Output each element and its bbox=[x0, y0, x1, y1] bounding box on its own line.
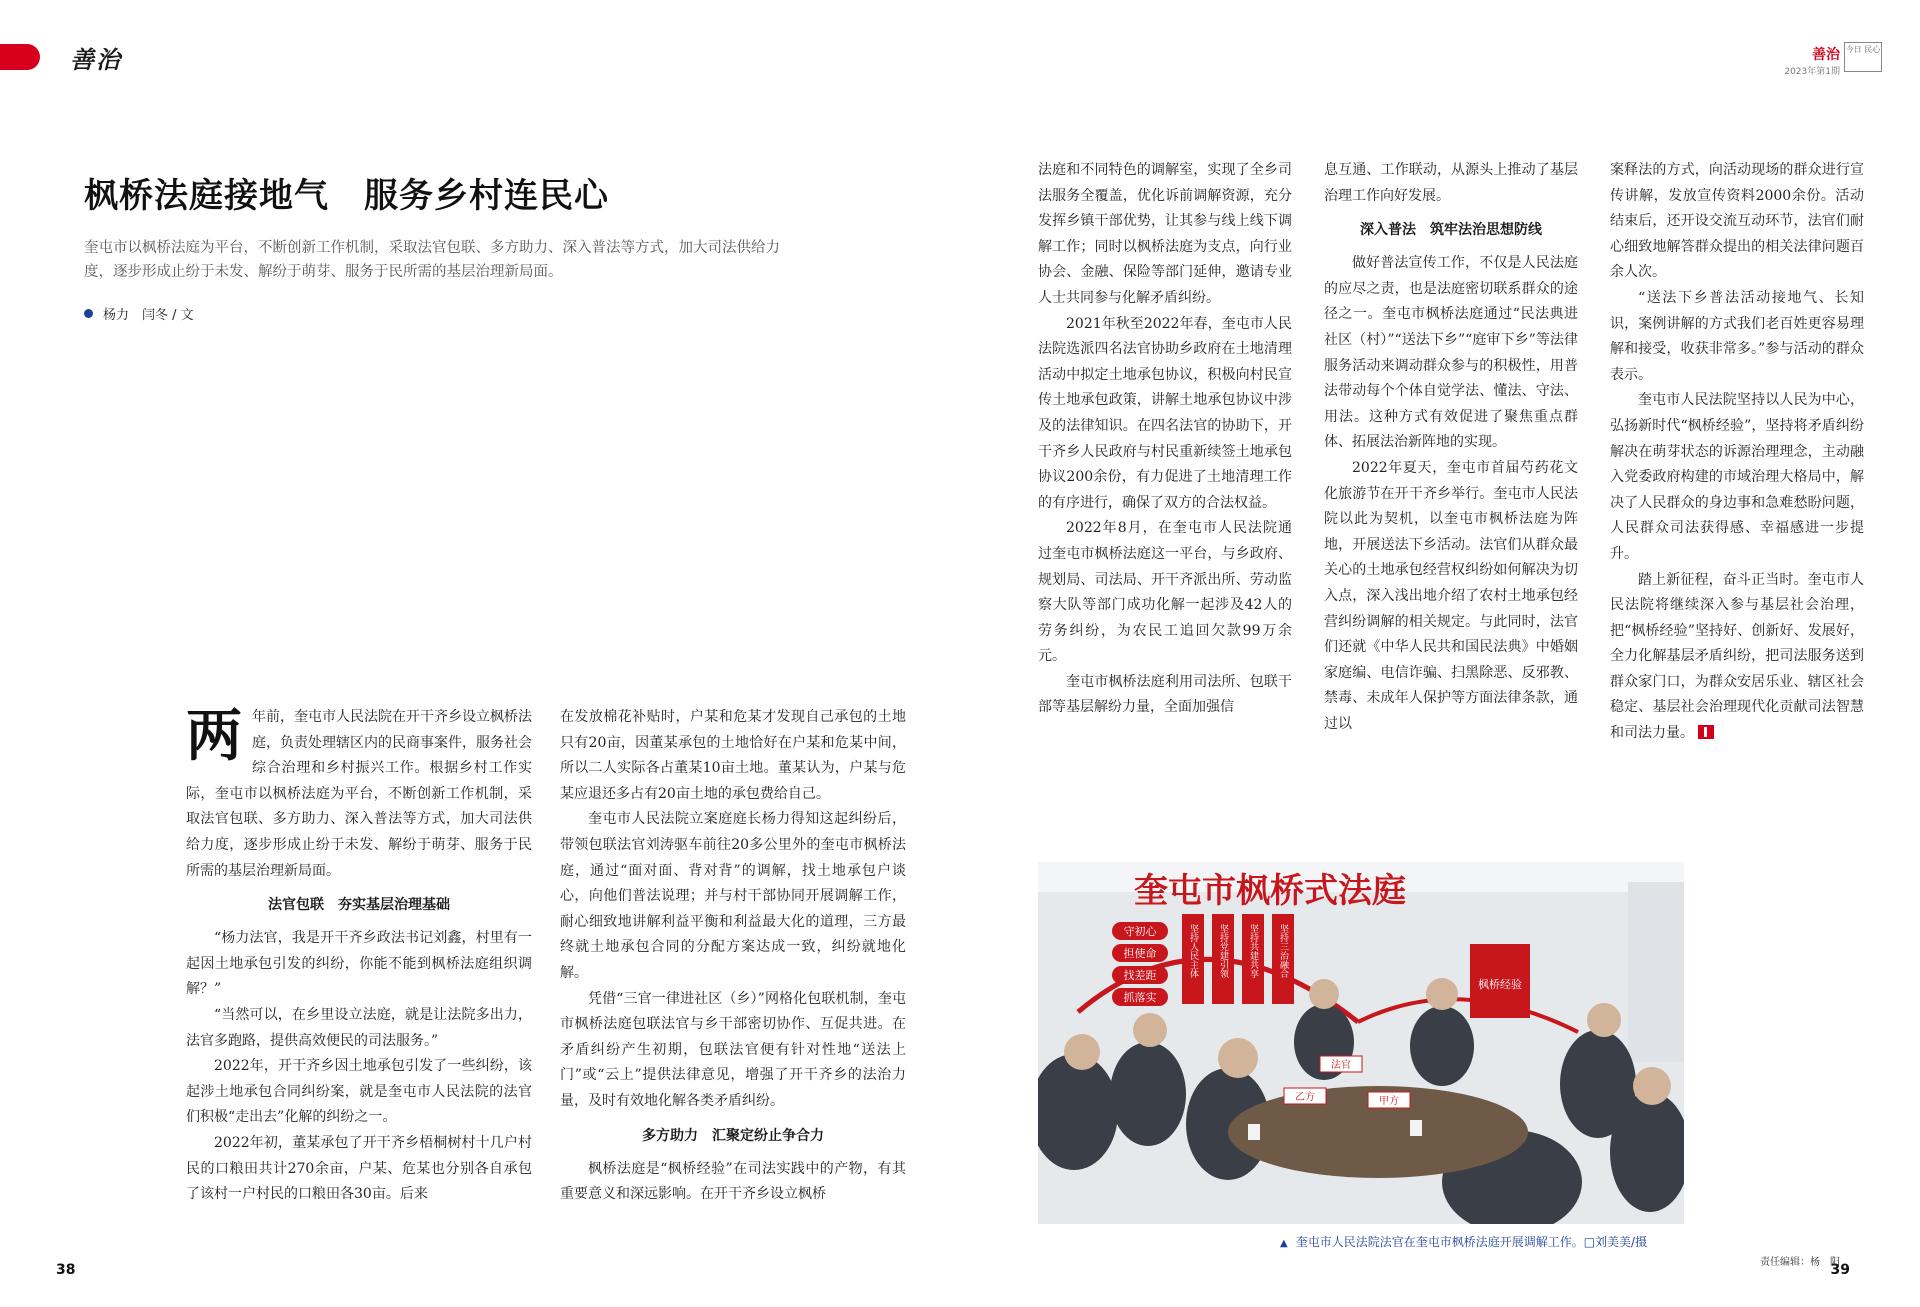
column-3 bbox=[1038, 158, 1292, 721]
paragraph: 枫桥法庭是“枫桥经验”在司法实践中的产物，有其重要意义和深远影响。在开干齐乡设立枫桥 bbox=[560, 1160, 906, 1203]
paragraph: “当然可以，在乡里设立法庭，就是让法院多出力，法官多跑路，提供高效便民的司法服务。” bbox=[186, 1006, 532, 1049]
column-1 bbox=[186, 705, 532, 1208]
paragraph: 2022年夏天，奎屯市首届芍药花文化旅游节在开干齐乡举行。奎屯市人民法院以此为契机，以奎屯市枫桥法庭为阵地，开展送法下乡活动。法官们从群众最关心的土地承包经营权纠纷如何解决为切入点，深入浅出地介绍了农村土地承包经营纠纷调解的相关规定。与此同时，法官们还就《中华人民共和国民法典》中婚姻家庭编、电信诈骗、扫黑除恶、反邪教、禁毒、未成年人保护等方面法律条款，通过以 bbox=[1324, 459, 1578, 732]
paragraph: “送法下乡普法活动接地气、长知识，案例讲解的方式我们老百姓更容易理解和接受，收获非常多。”参与活动的群众表示。 bbox=[1610, 289, 1864, 383]
wall-title: 奎屯市枫桥式法庭 bbox=[1134, 871, 1406, 911]
paragraph: 2022年8月，在奎屯市人民法院通过奎屯市枫桥法庭这一平台，与乡政府、规划局、司法局、开干齐派出所、劳动监察大队等部门成功化解一起涉及42人的劳务纠纷，为农民工追回欠款99万余元。 bbox=[1038, 520, 1292, 665]
paragraph: 2022年，开干齐乡因土地承包引发了一些纠纷，该起涉土地承包合同纠纷案，就是奎屯市人民法院的法官们积极“走出去”化解的纠纷之一。 bbox=[186, 1058, 532, 1126]
magazine-name: 善治 bbox=[1812, 47, 1840, 63]
paragraph: 奎屯市人民法院立案庭庭长杨力得知这起纠纷后，带领包联法官刘涛驱车前往20多公里外的奎屯市枫桥法庭，通过“面对面、背对背”的调解，找土地承包户谈心，向他们普法说理；并与村干部协同开展调解工作，耐心细致地讲解利益平衡和利益最大化的道理，三方最终就土地承包合同的分配方案达成一致，纠纷就地化解。 bbox=[560, 811, 906, 981]
paragraph: 凭借“三官一律进社区（乡）”网格化包联机制，奎屯市枫桥法庭包联法官与乡干部密切协作、互促共进。在矛盾纠纷产生初期，包联法官便有针对性地“送法上门”或“云上”提供法律意见，增强了开干齐乡的法治力量，及时有效地化解各类矛盾纠纷。 bbox=[560, 990, 906, 1109]
paragraph: 奎屯市人民法院坚持以人民为中心，弘扬新时代“枫桥经验”，坚持将矛盾纠纷解决在萌芽状态的诉源治理理念，主动融入党委政府构建的市域治理大格局中，解决了人民群众的身边事和急难愁盼问题，人民群众司法获得感、幸福感进一步提升。 bbox=[1610, 392, 1864, 562]
svg-text:坚持党建引领: 坚持党建引领 bbox=[1218, 924, 1228, 978]
paragraph: 息互通、工作联动，从源头上推动了基层治理工作向好发展。 bbox=[1324, 162, 1578, 204]
sign-party-b: 乙方 bbox=[1295, 1092, 1315, 1103]
svg-text:找差距: 找差距 bbox=[1123, 969, 1157, 982]
page-number-right: 39 bbox=[1830, 1262, 1850, 1278]
photo-caption: ▲ 奎屯市人民法院法官在奎屯市枫桥法庭开展调解工作。□刘美美/摄 bbox=[1280, 1235, 1648, 1249]
opening-paragraph: 两年前，奎屯市人民法院在开干齐乡设立枫桥法庭，负责处理辖区内的民商事案件，服务社会综合治理和乡村振兴工作。根据乡村工作实际，奎屯市以枫桥法庭为平台，不断创新工作机制，采取法官包联、多方助力、深入普法等方式，加大司法供给力度，逐步形成止纷于未发、解纷于萌芽、服务于民所需的基层治理新局面。 bbox=[186, 704, 532, 879]
paragraph: 2021年秋至2022年春，奎屯市人民法院选派四名法官协助乡政府在土地清理活动中拟定土地承包协议，积极向村民宣传土地承包政策，讲解土地承包协议中涉及的法律知识。在四名法官的协助下，开干齐乡人民政府与村民重新续签土地承包协议200余份，有力促进了土地清理工作的有序进行，确保了双方的合法权益。 bbox=[1038, 315, 1292, 511]
svg-text:守初心: 守初心 bbox=[1123, 925, 1157, 938]
section-logo: 善治 bbox=[70, 45, 122, 74]
sign-judge: 法官 bbox=[1331, 1060, 1351, 1071]
mediation-photo bbox=[1038, 862, 1684, 1224]
paragraph: 2022年初，董某承包了开干齐乡梧桐树村十几户村民的口粮田共计270余亩，户某、危某也分别各自承包了该村一户村民的口粮田各30亩。后来 bbox=[186, 1134, 532, 1203]
svg-text:坚持三治融合: 坚持三治融合 bbox=[1278, 924, 1288, 978]
editor-credit: 责任编辑：杨 阳 bbox=[1760, 1257, 1840, 1268]
article-title: 枫桥法庭接地气 服务乡村连民心 bbox=[84, 176, 609, 216]
subheading-3: 深入普法 筑牢法治思想防线 bbox=[1360, 222, 1542, 239]
paragraph: 奎屯市枫桥法庭利用司法所、包联干部等基层解纷力量，全面加强信 bbox=[1038, 673, 1292, 716]
svg-text:抓落实: 抓落实 bbox=[1123, 991, 1157, 1004]
caption-triangle-icon: ▲ bbox=[1280, 1238, 1288, 1249]
svg-text:坚持共建共享: 坚持共建共享 bbox=[1248, 924, 1258, 978]
poster-text: 枫桥经验 bbox=[1478, 978, 1522, 991]
paragraph: “杨力法官，我是开干齐乡政法书记刘鑫，村里有一起因土地承包引发的纠纷，你能不能到枫桥法庭组织调解？” bbox=[186, 930, 532, 998]
article-lead: 奎屯市以枫桥法庭为平台，不断创新工作机制，采取法官包联、多方助力、深入普法等方式，加大司法供给力度，逐步形成止纷于未发、解纷于萌芽、服务于民所需的基层治理新局面。 bbox=[84, 240, 780, 280]
paragraph: 法庭和不同特色的调解室，实现了全乡司法服务全覆盖，优化诉前调解资源，充分发挥乡镇干部优势，让其参与线上线下调解工作；同时以枫桥法庭为支点，向行业协会、金融、保险等部门延伸，邀请专业人士共同参与化解矛盾纠纷。 bbox=[1038, 162, 1292, 306]
magazine-brand bbox=[1784, 44, 1840, 77]
closing-paragraph: 踏上新征程，奋斗正当时。奎屯市人民法院将继续深入参与基层社会治理，把“枫桥经验”坚持好、创新好、发展好，全力化解基层矛盾纠纷，把司法服务送到群众家门口，为群众安居乐业、辖区社会稳定、基层社会治理现代化贡献司法智慧和司法力量。 bbox=[1610, 571, 1864, 742]
svg-text:担使命: 担使命 bbox=[1123, 947, 1157, 960]
column-5 bbox=[1610, 158, 1864, 747]
sign-party-a: 甲方 bbox=[1379, 1096, 1399, 1107]
issue-label: 2023年第1期 bbox=[1784, 67, 1840, 77]
column-2 bbox=[560, 705, 906, 1208]
drop-cap: 两 bbox=[186, 704, 242, 769]
byline-dot bbox=[84, 309, 93, 318]
page-number-left: 38 bbox=[56, 1262, 76, 1278]
end-mark-icon bbox=[1698, 725, 1714, 739]
section-marker bbox=[0, 44, 40, 70]
paragraph: 在发放棉花补贴时，户某和危某才发现自己承包的土地只有20亩，因董某承包的土地恰好在户某和危某中间，所以二人实际各占董某10亩土地。董某认为，户某与危某应退还多占有20亩土地的承包费给自己。 bbox=[560, 709, 906, 802]
subheading-1: 法官包联 夯实基层治理基础 bbox=[268, 897, 450, 914]
column-4 bbox=[1324, 158, 1578, 737]
svg-text:坚持人民主体: 坚持人民主体 bbox=[1188, 924, 1198, 978]
article-byline bbox=[84, 304, 194, 323]
subheading-2: 多方助力 汇聚定纷止争合力 bbox=[642, 1127, 824, 1144]
paragraph: 做好普法宣传工作，不仅是人民法庭的应尽之责，也是法庭密切联系群众的途径之一。奎屯市枫桥法庭通过“民法典进社区（村）”“送法下乡”“庭审下乡”等法律服务活动来调动群众参与的积极性，用普法带动每个个体自觉学法、懂法、守法、用法。这种方式有效促进了聚焦重点群体、拓展法治新阵地的实现。 bbox=[1324, 255, 1578, 451]
paragraph: 案释法的方式，向活动现场的群众进行宣传讲解，发放宣传资料2000余份。活动结束后，还开设交流互动环节，法官们耐心细致地解答群众提出的相关法律问题百余人次。 bbox=[1610, 162, 1864, 281]
byline-text: 杨力 闫冬 / 文 bbox=[103, 308, 194, 323]
brand-logo-box: 今日 民心 bbox=[1844, 42, 1882, 72]
